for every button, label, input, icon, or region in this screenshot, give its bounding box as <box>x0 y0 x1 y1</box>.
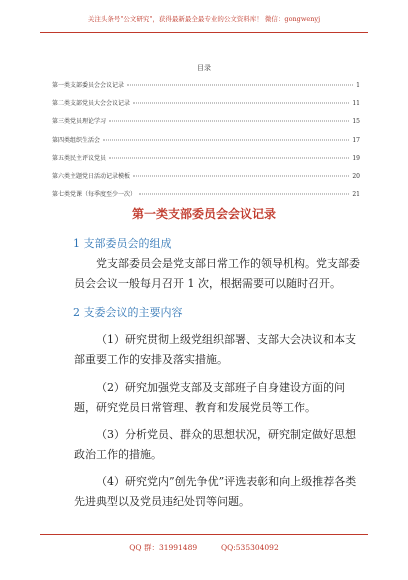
section-heading-main-content: 2 支委会议的主要内容 <box>73 306 183 319</box>
toc-entry-page: 17 <box>352 136 360 144</box>
toc-leader-dots <box>133 175 349 176</box>
toc-entry-page: 20 <box>352 172 360 180</box>
toc-entry-label: 第二类支部党员大会会议记录 <box>52 100 131 108</box>
list-item: （2）研究加强党支部及支部班子自身建设方面的问题，研究党员日常管理、教育和发展党员等工作。 <box>74 381 345 414</box>
toc-entry[interactable] <box>52 153 360 171</box>
list-item: （3）分析党员、群众的思想状况，研究制定做好思想政治工作的措施。 <box>74 428 356 461</box>
toc-entry-page: 1 <box>356 82 360 89</box>
list-item: （4）研究党内”创先争优”评选表彰和向上级推荐各类先进典型以及党员违纪处罚等问题。 <box>74 475 357 508</box>
toc-leader-dots <box>103 139 349 140</box>
chapter-title: 第一类支部委员会会议记录 <box>131 207 276 221</box>
toc-leader-dots <box>127 85 353 86</box>
toc-entry-label: 第六类主题党日活动记录模板 <box>52 172 131 180</box>
footer-contact: QQ 群：31991489 QQ:535304092 <box>129 543 279 552</box>
toc-entry-page: 15 <box>352 118 360 126</box>
footer-rule <box>40 534 368 535</box>
toc-leader-dots <box>109 157 349 158</box>
toc-entry-label: 第七类党课（每季度至少一次） <box>52 191 137 199</box>
toc-entry[interactable] <box>52 80 360 98</box>
toc-entry-label: 第一类支部委员会会议记录 <box>52 82 125 89</box>
toc-title: 目录 <box>197 64 211 72</box>
list-item: （1）研究贯彻上级党组织部署、支部大会决议和本支部重要工作的安排及落实措施。 <box>74 333 356 366</box>
section-heading-composition: 1 支部委员会的组成 <box>73 237 172 250</box>
header-banner: 关注头条号"公文研究"，获得最新最全最专业的公文资料库！ 微信：gongwenyj <box>87 15 321 23</box>
toc-entry-page: 21 <box>352 191 360 199</box>
toc-entry[interactable] <box>52 171 360 189</box>
toc-entry[interactable] <box>52 135 360 153</box>
toc-entry[interactable] <box>52 98 360 116</box>
toc-leader-dots <box>139 194 349 195</box>
toc-entry-page: 11 <box>352 100 360 108</box>
toc-entry-label: 第三类党员理论学习 <box>52 118 107 126</box>
toc-entry-label: 第五类民主评议党员 <box>52 154 107 162</box>
table-of-contents <box>52 80 360 207</box>
toc-entry[interactable] <box>52 116 360 134</box>
toc-leader-dots <box>133 103 349 104</box>
section-paragraph: 党支部委员会是党支部日常工作的领导机构。党支部委员会会议一般每月召开 1 次，根据需要可以随时召开。 <box>74 257 360 290</box>
header-rule <box>40 32 368 33</box>
toc-entry-page: 19 <box>352 154 360 162</box>
toc-entry-label: 第四类组织生活会 <box>52 136 101 144</box>
toc-leader-dots <box>109 121 349 122</box>
